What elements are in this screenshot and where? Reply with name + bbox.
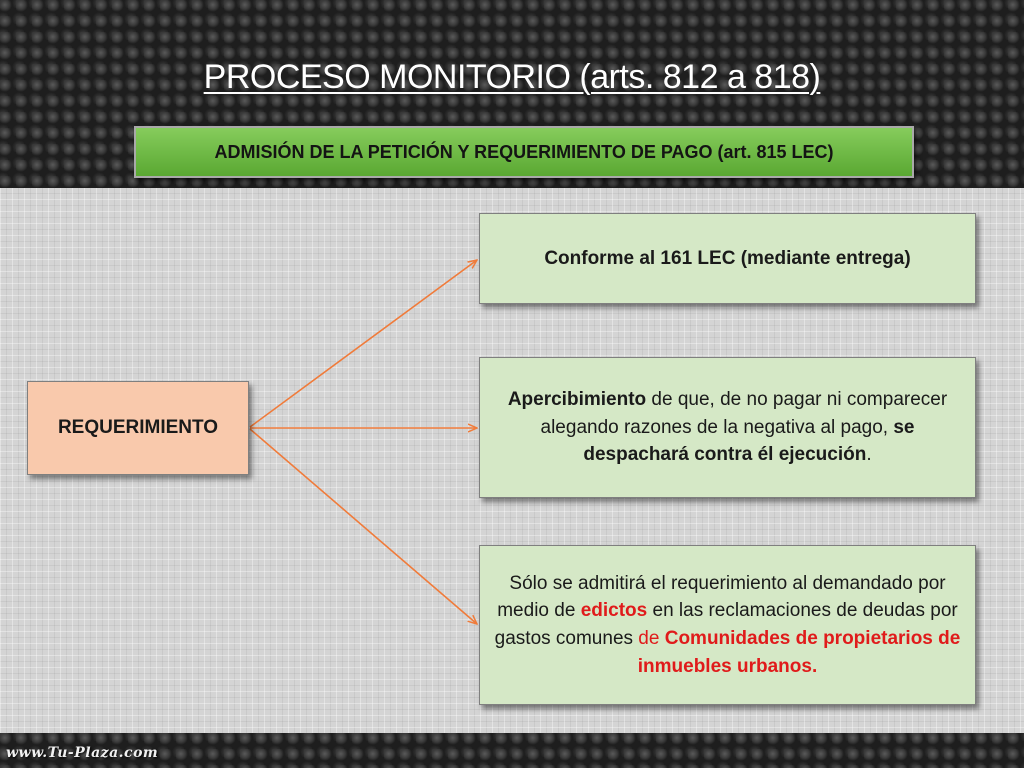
text-plain-2: en las reclamaciones de deudas por gastos comunes — [494, 600, 958, 649]
text-period: . — [866, 444, 872, 466]
requerimiento-label: REQUERIMIENTO — [57, 417, 219, 439]
text-red-edictos: edictos — [580, 600, 648, 622]
target-text-edictos — [492, 570, 963, 680]
target-node-entrega — [479, 213, 976, 304]
page-title: PROCESO MONITORIO (arts. 812 a 818) — [203, 58, 821, 96]
text-plain-1: Sólo se admitirá el requerimiento al demandado por medio de — [497, 572, 946, 622]
target-node-apercibimiento — [479, 357, 976, 498]
subtitle-text: ADMISIÓN DE LA PETICIÓN Y REQUERIMIENTO DE PAGO (art. 815 LEC) — [214, 141, 834, 162]
requerimiento-node — [27, 381, 249, 475]
footer-logo: www.Tu-Plaza.com — [6, 745, 159, 761]
target-node-edictos — [479, 545, 976, 705]
text-bold-ejecucion: se despachará contra él ejecución — [583, 416, 915, 466]
arrow-to-box-1 — [250, 260, 477, 427]
text-red-comunidades: Comunidades de propietarios de inmuebles urbanos. — [637, 628, 961, 677]
arrow-to-box-3 — [250, 429, 477, 624]
target-text-entrega: Conforme al 161 LEC (mediante entrega) — [544, 247, 911, 269]
text-red-de: de — [638, 628, 665, 649]
target-text-apercibimiento — [492, 386, 963, 469]
text-plain: de que, de no pagar ni comparecer alegando razones de la negativa al pago, — [540, 389, 948, 438]
text-bold-apercibimiento: Apercibimiento — [507, 389, 647, 411]
